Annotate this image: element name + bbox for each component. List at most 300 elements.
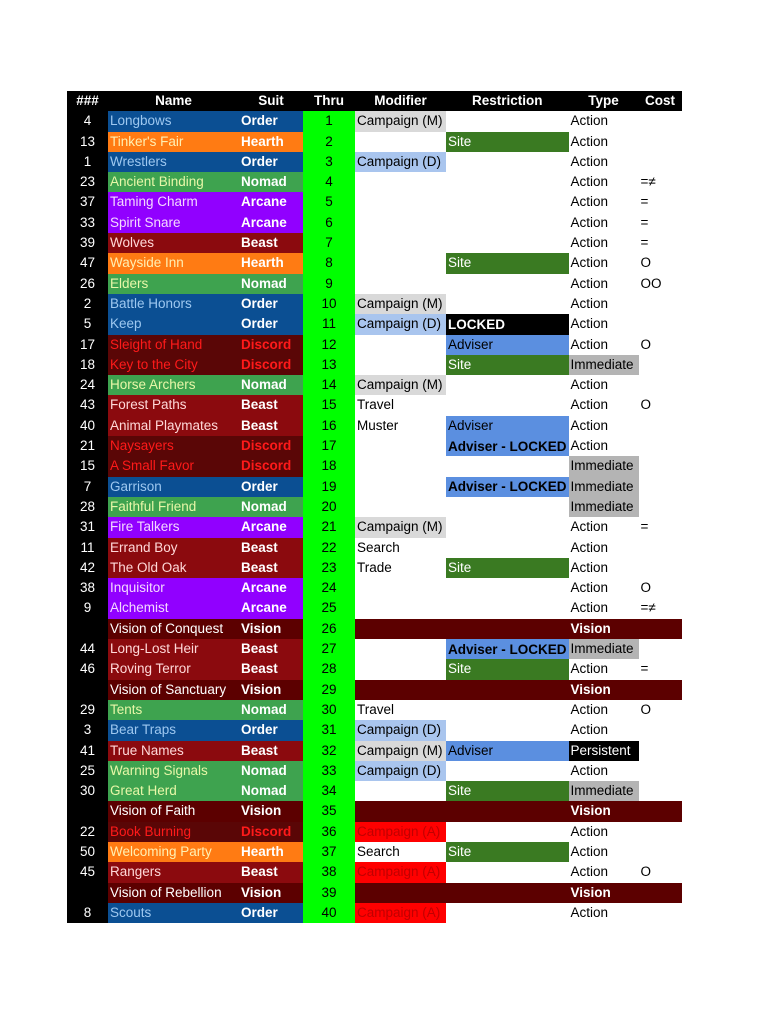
- card-number: 33: [67, 213, 108, 233]
- card-modifier: Campaign (D): [355, 720, 446, 740]
- card-modifier: [355, 680, 446, 700]
- table-row: [67, 132, 682, 152]
- card-restriction: Site: [446, 132, 569, 152]
- card-type: Vision: [569, 619, 639, 639]
- card-number: 15: [67, 456, 108, 476]
- card-name: Taming Charm: [108, 192, 239, 212]
- card-modifier: Search: [357, 843, 400, 859]
- card-cost: [639, 639, 682, 659]
- card-number: 25: [67, 761, 108, 781]
- card-suit: Hearth: [239, 842, 303, 862]
- card-thru: 19: [303, 477, 355, 497]
- card-type: Vision: [569, 801, 639, 821]
- table-row: [67, 274, 682, 294]
- card-number: 43: [67, 395, 108, 415]
- table-row: [67, 619, 682, 639]
- card-suit: Discord: [239, 436, 303, 456]
- card-cost: [639, 781, 682, 801]
- card-restriction: [446, 538, 569, 558]
- table-row: [67, 192, 682, 212]
- table-row: [67, 172, 682, 192]
- card-type: Action: [570, 417, 609, 433]
- card-thru: 10: [303, 294, 355, 314]
- card-restriction: [446, 152, 569, 172]
- card-restriction: [446, 395, 569, 415]
- header-row: [67, 91, 682, 111]
- card-type: Action: [570, 438, 609, 454]
- table-row: [67, 436, 682, 456]
- card-suit: Order: [239, 152, 303, 172]
- card-modifier: Campaign (M): [355, 741, 446, 761]
- card-modifier: [355, 883, 446, 903]
- card-thru: 11: [303, 314, 355, 334]
- card-thru: 18: [303, 456, 355, 476]
- card-type: Vision: [569, 883, 639, 903]
- card-cost: [639, 375, 682, 395]
- card-name: Battle Honors: [108, 294, 239, 314]
- card-number: 24: [67, 375, 108, 395]
- card-suit: Discord: [239, 355, 303, 375]
- card-restriction: [446, 456, 569, 476]
- card-modifier: [355, 497, 446, 517]
- card-number: 13: [67, 132, 108, 152]
- card-suit: Nomad: [239, 700, 303, 720]
- card-cost: [639, 883, 682, 903]
- card-type: Action: [570, 864, 609, 880]
- card-type: Action: [570, 843, 609, 859]
- card-modifier: [355, 801, 446, 821]
- card-cost: [639, 477, 682, 497]
- card-suit: Beast: [239, 659, 303, 679]
- card-number: 38: [67, 578, 108, 598]
- card-name: Wayside Inn: [108, 253, 239, 273]
- card-thru: 15: [303, 395, 355, 415]
- card-number: 23: [67, 172, 108, 192]
- card-name: Vision of Conquest: [108, 619, 239, 639]
- card-name: Sleight of Hand: [108, 335, 239, 355]
- card-thru: 22: [303, 538, 355, 558]
- table-row: [67, 842, 682, 862]
- card-type: Action: [570, 904, 609, 920]
- card-modifier: Travel: [357, 701, 395, 717]
- card-modifier: Muster: [357, 417, 399, 433]
- card-thru: 40: [303, 903, 355, 923]
- card-name: Vision of Rebellion: [108, 883, 239, 903]
- card-cost: [639, 294, 682, 314]
- card-modifier: [355, 477, 446, 497]
- card-thru: 5: [303, 192, 355, 212]
- card-name: Roving Terror: [108, 659, 239, 679]
- card-thru: 32: [303, 741, 355, 761]
- card-type: Action: [570, 661, 609, 677]
- card-restriction: Site: [446, 253, 569, 273]
- card-name: The Old Oak: [108, 558, 239, 578]
- card-name: Great Herd: [108, 781, 239, 801]
- table-row: [67, 355, 682, 375]
- card-number: 47: [67, 253, 108, 273]
- card-type: Immediate: [569, 497, 639, 517]
- card-type: Persistent: [569, 741, 639, 761]
- card-type: Action: [570, 701, 609, 717]
- table-row: [67, 233, 682, 253]
- card-thru: 6: [303, 213, 355, 233]
- card-cost: =: [640, 661, 649, 677]
- table-row: [67, 680, 682, 700]
- card-number: 9: [67, 598, 108, 618]
- card-thru: 13: [303, 355, 355, 375]
- card-name: Tinker's Fair: [108, 132, 239, 152]
- card-restriction: [446, 111, 569, 131]
- card-suit: Arcane: [239, 213, 303, 233]
- table-row: [67, 111, 682, 131]
- card-type: Action: [570, 133, 609, 149]
- card-restriction: [446, 375, 569, 395]
- card-restriction: [446, 862, 569, 882]
- card-suit: Beast: [239, 416, 303, 436]
- card-cost: [639, 903, 682, 923]
- card-type: Immediate: [569, 355, 639, 375]
- card-thru: 9: [303, 274, 355, 294]
- table-row: [67, 253, 682, 273]
- card-suit: Beast: [239, 233, 303, 253]
- card-restriction: [446, 801, 569, 821]
- card-type: Action: [570, 153, 609, 169]
- card-cost: O: [640, 336, 652, 352]
- card-suit: Order: [239, 294, 303, 314]
- card-number: 28: [67, 497, 108, 517]
- card-modifier: [355, 132, 446, 152]
- card-type: Action: [570, 336, 609, 352]
- card-restriction: LOCKED: [446, 314, 569, 334]
- card-suit: Beast: [239, 538, 303, 558]
- card-number: 5: [67, 314, 108, 334]
- card-name: Vision of Sanctuary: [108, 680, 239, 700]
- card-suit: Order: [239, 903, 303, 923]
- card-type: Action: [570, 600, 609, 616]
- card-type: Immediate: [569, 639, 639, 659]
- card-restriction: [446, 903, 569, 923]
- card-cost: =: [640, 194, 649, 210]
- card-suit: Vision: [239, 883, 303, 903]
- card-restriction: [446, 497, 569, 517]
- card-modifier: [355, 659, 446, 679]
- card-suit: Arcane: [239, 517, 303, 537]
- card-modifier: [355, 355, 446, 375]
- card-number: 26: [67, 274, 108, 294]
- card-modifier: Campaign (D): [355, 152, 446, 172]
- header-restriction: Restriction: [446, 91, 569, 111]
- card-type: Action: [570, 316, 609, 332]
- card-cost: [639, 720, 682, 740]
- card-suit: Nomad: [239, 172, 303, 192]
- card-restriction: [446, 598, 569, 618]
- card-thru: 16: [303, 416, 355, 436]
- card-number: 31: [67, 517, 108, 537]
- card-cost: =: [640, 235, 649, 251]
- card-name: Fire Talkers: [108, 517, 239, 537]
- card-number: 21: [67, 436, 108, 456]
- card-cost: [639, 538, 682, 558]
- card-name: Naysayers: [108, 436, 239, 456]
- card-thru: 24: [303, 578, 355, 598]
- card-modifier: [355, 619, 446, 639]
- card-restriction: [446, 517, 569, 537]
- card-type: Action: [570, 113, 609, 129]
- card-thru: 30: [303, 700, 355, 720]
- card-cost: =≠: [640, 174, 656, 190]
- card-modifier: [355, 274, 446, 294]
- card-suit: Discord: [239, 335, 303, 355]
- card-modifier: Campaign (M): [355, 375, 446, 395]
- table-row: [67, 781, 682, 801]
- card-name: Faithful Friend: [108, 497, 239, 517]
- table-row: [67, 741, 682, 761]
- card-name: Scouts: [108, 903, 239, 923]
- card-suit: Discord: [239, 822, 303, 842]
- card-type: Action: [570, 722, 609, 738]
- card-modifier: [355, 436, 446, 456]
- card-suit: Beast: [239, 639, 303, 659]
- card-modifier: Campaign (D): [355, 314, 446, 334]
- table-row: [67, 335, 682, 355]
- card-restriction: [446, 720, 569, 740]
- card-restriction: [446, 233, 569, 253]
- table-row: [67, 497, 682, 517]
- card-cost: [639, 355, 682, 375]
- card-thru: 33: [303, 761, 355, 781]
- card-modifier: Trade: [357, 559, 392, 575]
- card-type: Vision: [569, 680, 639, 700]
- card-thru: 8: [303, 253, 355, 273]
- card-cost: [639, 801, 682, 821]
- card-restriction: Adviser - LOCKED: [446, 639, 569, 659]
- table-row: [67, 862, 682, 882]
- card-restriction: Site: [446, 659, 569, 679]
- card-thru: 25: [303, 598, 355, 618]
- card-cost: [639, 132, 682, 152]
- card-number: 44: [67, 639, 108, 659]
- card-modifier: [355, 233, 446, 253]
- card-name: Bear Traps: [108, 720, 239, 740]
- card-type: Action: [570, 275, 609, 291]
- card-modifier: Campaign (A): [355, 862, 446, 882]
- card-thru: 27: [303, 639, 355, 659]
- card-name: Inquisitor: [108, 578, 239, 598]
- card-type: Immediate: [569, 456, 639, 476]
- card-suit: Arcane: [239, 598, 303, 618]
- table-row: [67, 761, 682, 781]
- card-cost: [639, 761, 682, 781]
- card-name: Ancient Binding: [108, 172, 239, 192]
- card-cost: [639, 842, 682, 862]
- table-row: [67, 538, 682, 558]
- card-number: 37: [67, 192, 108, 212]
- card-suit: Discord: [239, 456, 303, 476]
- card-table: [67, 91, 682, 923]
- table-row: [67, 517, 682, 537]
- table-row: [67, 639, 682, 659]
- header-num: ###: [67, 91, 108, 111]
- card-thru: 12: [303, 335, 355, 355]
- card-thru: 1: [303, 111, 355, 131]
- card-modifier: Campaign (D): [355, 761, 446, 781]
- card-name: Errand Boy: [108, 538, 239, 558]
- card-name: A Small Favor: [108, 456, 239, 476]
- card-name: Wrestlers: [108, 152, 239, 172]
- card-thru: 31: [303, 720, 355, 740]
- card-modifier: Campaign (A): [355, 903, 446, 923]
- card-number: 22: [67, 822, 108, 842]
- card-cost: O: [640, 580, 652, 596]
- table-row: [67, 801, 682, 821]
- card-cost: [639, 436, 682, 456]
- card-modifier: [355, 578, 446, 598]
- card-type: Action: [570, 559, 609, 575]
- card-number: 40: [67, 416, 108, 436]
- card-type: Action: [570, 295, 609, 311]
- header-name: Name: [108, 91, 239, 111]
- card-suit: Beast: [239, 862, 303, 882]
- table-row: [67, 152, 682, 172]
- table-row: [67, 578, 682, 598]
- card-name: Key to the City: [108, 355, 239, 375]
- card-suit: Order: [239, 111, 303, 131]
- card-cost: O: [640, 397, 652, 413]
- card-type: Action: [570, 762, 609, 778]
- card-restriction: Site: [446, 781, 569, 801]
- card-restriction: [446, 213, 569, 233]
- card-cost: O: [640, 255, 652, 271]
- card-restriction: [446, 274, 569, 294]
- card-thru: 37: [303, 842, 355, 862]
- header-suit: Suit: [239, 91, 303, 111]
- card-thru: 36: [303, 822, 355, 842]
- card-type: Immediate: [569, 477, 639, 497]
- table-row: [67, 903, 682, 923]
- card-type: Action: [570, 174, 609, 190]
- card-thru: 39: [303, 883, 355, 903]
- card-number: [67, 801, 108, 821]
- table-row: [67, 375, 682, 395]
- card-number: 45: [67, 862, 108, 882]
- card-name: Animal Playmates: [108, 416, 239, 436]
- header-thru: Thru: [303, 91, 355, 111]
- card-name: Book Burning: [108, 822, 239, 842]
- card-number: 42: [67, 558, 108, 578]
- card-number: 46: [67, 659, 108, 679]
- card-number: [67, 883, 108, 903]
- card-type: Action: [570, 397, 609, 413]
- card-type: Action: [570, 539, 609, 555]
- card-name: Long-Lost Heir: [108, 639, 239, 659]
- card-restriction: [446, 883, 569, 903]
- card-cost: [639, 416, 682, 436]
- card-restriction: Adviser - LOCKED: [446, 436, 569, 456]
- card-thru: 3: [303, 152, 355, 172]
- card-type: Action: [570, 823, 609, 839]
- card-thru: 4: [303, 172, 355, 192]
- card-suit: Nomad: [239, 375, 303, 395]
- card-suit: Order: [239, 314, 303, 334]
- card-cost: =≠: [640, 600, 656, 616]
- header-cost: Cost: [639, 91, 682, 111]
- card-cost: [639, 680, 682, 700]
- card-suit: Hearth: [239, 132, 303, 152]
- card-restriction: [446, 172, 569, 192]
- card-number: 39: [67, 233, 108, 253]
- card-thru: 21: [303, 517, 355, 537]
- card-restriction: Site: [446, 558, 569, 578]
- card-cost: [639, 822, 682, 842]
- card-cost: [639, 456, 682, 476]
- card-number: 30: [67, 781, 108, 801]
- table-row: [67, 294, 682, 314]
- card-name: Horse Archers: [108, 375, 239, 395]
- header-type: Type: [569, 91, 639, 111]
- table-row: [67, 395, 682, 415]
- card-suit: Nomad: [239, 497, 303, 517]
- card-suit: Vision: [239, 619, 303, 639]
- card-cost: O: [640, 701, 652, 717]
- card-thru: 17: [303, 436, 355, 456]
- card-name: True Names: [108, 741, 239, 761]
- card-restriction: [446, 619, 569, 639]
- card-number: 11: [67, 538, 108, 558]
- card-modifier: Search: [357, 539, 400, 555]
- table-row: [67, 477, 682, 497]
- card-restriction: [446, 192, 569, 212]
- card-name: Vision of Faith: [108, 801, 239, 821]
- card-number: 4: [67, 111, 108, 131]
- card-number: 17: [67, 335, 108, 355]
- card-cost: [639, 152, 682, 172]
- table-row: [67, 659, 682, 679]
- card-number: 29: [67, 700, 108, 720]
- card-thru: 26: [303, 619, 355, 639]
- card-restriction: [446, 700, 569, 720]
- card-modifier: [355, 253, 446, 273]
- card-name: Welcoming Party: [108, 842, 239, 862]
- card-name: Wolves: [108, 233, 239, 253]
- table-row: [67, 720, 682, 740]
- card-restriction: Adviser: [446, 416, 569, 436]
- card-suit: Hearth: [239, 253, 303, 273]
- card-modifier: [355, 781, 446, 801]
- card-thru: 38: [303, 862, 355, 882]
- card-modifier: Campaign (M): [355, 517, 446, 537]
- card-type: Action: [570, 519, 609, 535]
- card-type: Action: [570, 580, 609, 596]
- card-type: Immediate: [569, 781, 639, 801]
- card-cost: O: [640, 864, 652, 880]
- card-number: [67, 680, 108, 700]
- card-cost: [639, 619, 682, 639]
- card-suit: Arcane: [239, 192, 303, 212]
- card-suit: Nomad: [239, 761, 303, 781]
- table-row: [67, 416, 682, 436]
- card-thru: 20: [303, 497, 355, 517]
- card-type: Action: [570, 377, 609, 393]
- card-number: 8: [67, 903, 108, 923]
- card-restriction: [446, 822, 569, 842]
- card-modifier: [355, 335, 446, 355]
- card-name: Garrison: [108, 477, 239, 497]
- card-number: 1: [67, 152, 108, 172]
- card-number: 3: [67, 720, 108, 740]
- card-thru: 28: [303, 659, 355, 679]
- table-row: [67, 883, 682, 903]
- card-suit: Beast: [239, 395, 303, 415]
